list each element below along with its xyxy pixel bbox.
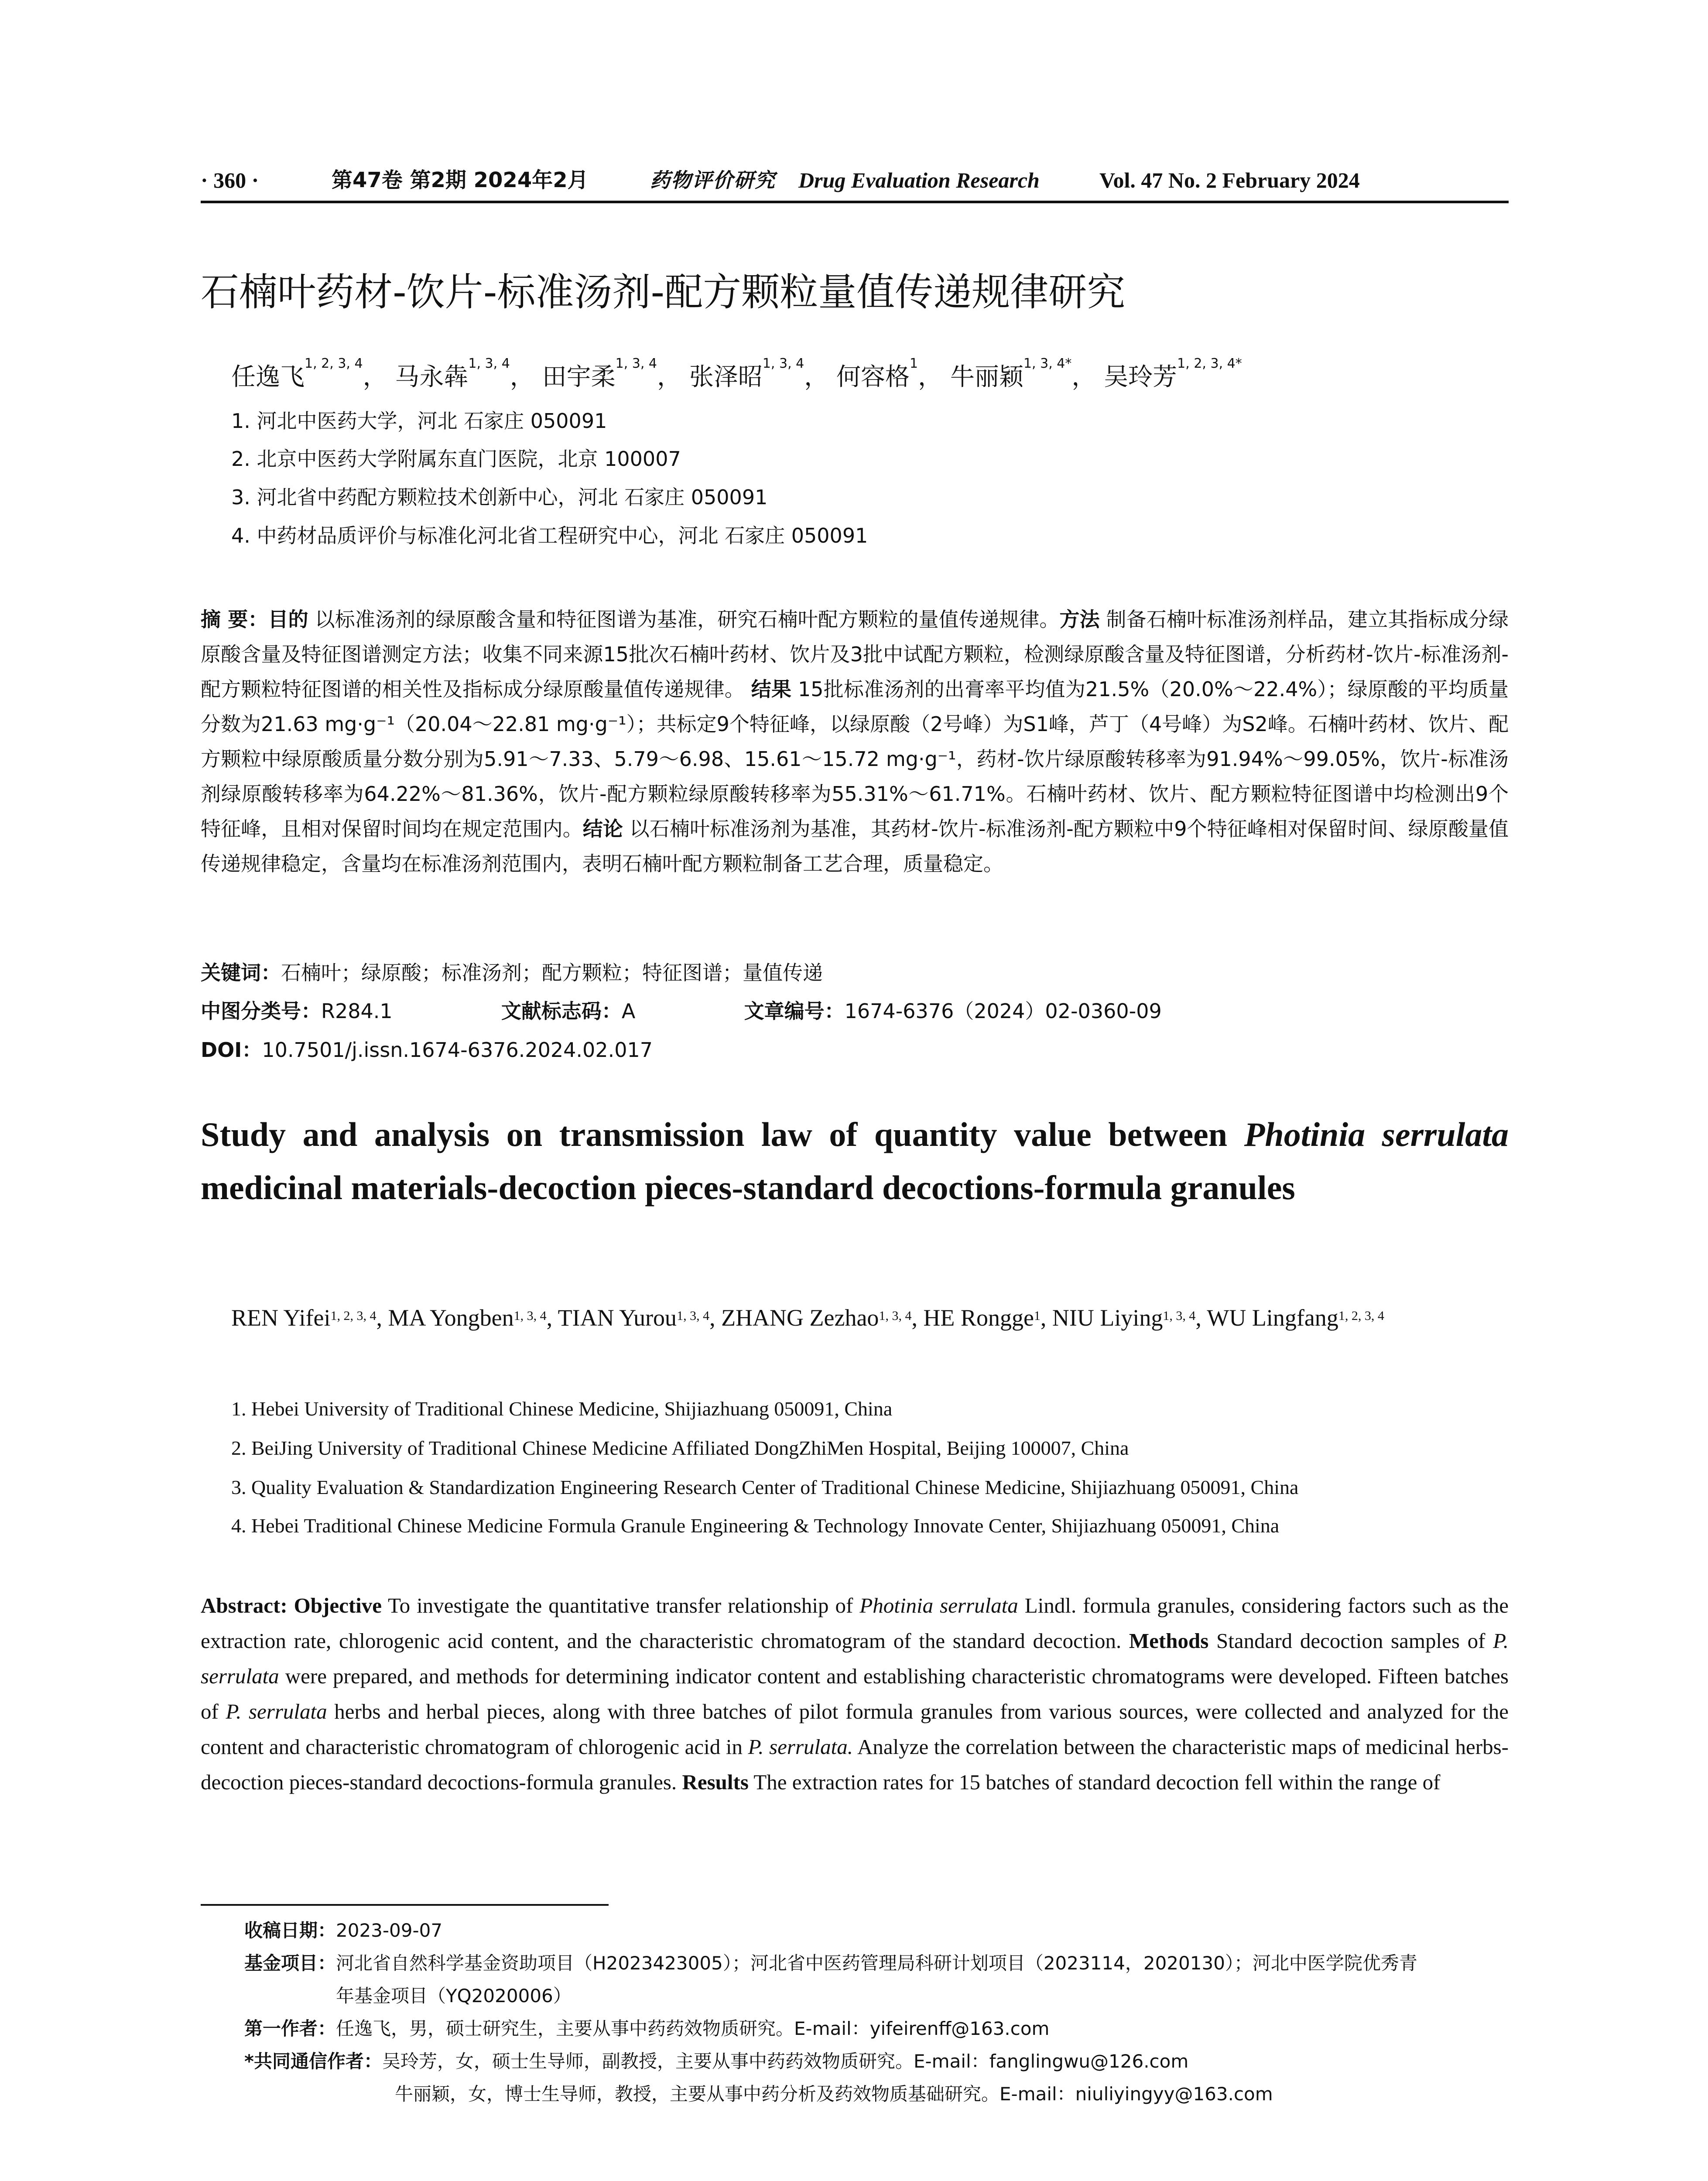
journal-name-en: Drug Evaluation Research [798,168,1040,192]
author-cn: 田宇柔 [542,363,616,391]
methods-en-a: Standard decoction samples of [1208,1629,1493,1653]
results-label-en: Results [682,1770,749,1794]
authors-en: REN Yifei$^{1, 2, 3, 4}$, MA Yongben$^{1, 3, 4}$, TIAN Yurou$^{1, 3, 4}$, ZHANG Zezhao$^{1, 3, 4}$, HE Rongge$^1$, NIU Liying$^{1, 3, 4}$, WU Lingfang$^{1, 2, 3, 4}$ [231,1305,1384,1331]
footnote-rule [201,1904,609,1906]
objective-cn: 以标准汤剂的绿原酸含量和特征图谱为基准，研究石楠叶配方颗粒的量值传递规律。 [315,608,1060,631]
author-sup: 1 [910,356,918,371]
running-header [201,165,1509,200]
author-en: ZHANG Zezhao [721,1305,879,1331]
methods-en-species-2: P. serrulata [226,1699,327,1723]
fund-line1: 河北省自然科学基金资助项目（H2023423005）；河北省中医药管理局科研计划项目（2023114，2020130）；河北中医学院优秀青 [336,1952,1417,1974]
title-en [201,1108,1509,1214]
abstract-cn-label: 摘 要： [201,608,268,631]
footnote-fund-cont: 年基金项目（YQ2020006） [336,1985,572,2007]
methods-cn: 制备石楠叶标准汤剂样品，建立其指标成分绿原酸含量及特征图谱测定方法；收集不同来源15批次石楠叶药材、饮片及3批中试配方颗粒，检测绿原酸含量及特征图谱，分析药材-饮片-标准汤剂-配方颗粒特征图谱的相关性及指标成分绿原酸量值传递规律。 [201,608,1509,701]
keywords-value: 石楠叶；绿原酸；标准汤剂；配方颗粒；特征图谱；量值传递 [281,961,823,985]
author-sup: 1, 3, 4 [762,356,804,371]
methods-en-c: herbs and herbal pieces, along with three batches of pilot formula granules from various sources, were collected and analyzed for the content and characteristic chromatogram of chlorogenic acid in [201,1699,1509,1759]
footnote-corresponding-cont: 牛丽颖，女，博士生导师，教授，主要从事中药分析及药效物质基础研究。E-mail：niuliyingyy@163.com [395,2083,1273,2105]
author-en: HE Rongge [923,1305,1034,1331]
issue-info-cn: 第47卷 第2期 2024年2月 [332,168,589,192]
corresponding-label: *共同通信作者： [244,2051,382,2072]
footnote-first-author [244,2015,1049,2042]
received-label: 收稿日期： [244,1920,336,1941]
author-sup: 1, 3, 4 [879,1309,912,1323]
objective-label-cn: 目的 [268,608,308,631]
clc-value: R284.1 [321,999,393,1023]
doi-line [201,1037,653,1063]
author-sup: 1, 3, 4* [1023,356,1072,371]
page-number: · 360 · [201,168,259,192]
received-date: 2023-09-07 [336,1920,443,1941]
author-en: TIAN Yurou [558,1305,677,1331]
objective-en-b: Lindl. formula granules, considering factors such as the extraction rate, chlorogenic acid content, and the characteristic chromatogram of the standard decoction. [201,1593,1509,1653]
author-en: NIU Liying [1052,1305,1163,1331]
methods-label-en: Methods [1129,1629,1209,1653]
doc-code-value: A [621,999,636,1023]
title-cn: 石楠叶药材-饮片-标准汤剂-配方颗粒量值传递规律研究 [201,270,1126,315]
journal-logo: 药物评价研究 [650,168,776,192]
affiliation-cn-1: 1. 河北中医药大学，河北 石家庄 050091 [231,409,607,433]
author-sup: 1, 3, 4 [513,1309,547,1323]
title-en-part2: medicinal materials-decoction pieces-standard decoctions-formula granules [201,1169,1295,1207]
author-sup: 1, 3, 4 [1163,1309,1196,1323]
affiliation-en-4: 4. Hebei Traditional Chinese Medicine Formula Granule Engineering & Technology Innovate Center, Shijiazhuang 050091, China [231,1514,1280,1537]
footnote-fund [244,1950,1509,1977]
objective-en-a: To investigate the quantitative transfer relationship of [382,1593,860,1617]
author-sup: 1 [1034,1309,1041,1323]
objective-label-en: Objective [294,1593,382,1617]
article-no-value: 1674-6376（2024）02-0360-09 [844,999,1162,1023]
affiliation-en-1: 1. Hebei University of Traditional Chinese Medicine, Shijiazhuang 050091, China [231,1398,893,1420]
author-sup: 1, 3, 4 [615,356,657,371]
methods-en-species-1: P. serrulata [201,1629,1509,1688]
methods-label-cn: 方法 [1059,608,1100,631]
affiliation-en-3: 3. Quality Evaluation & Standardization Engineering Research Center of Traditional Chinese Medicine, Shijiazhuang 050091, China [231,1476,1299,1498]
author-cn: 张泽昭 [689,363,763,391]
first-author-value: 任逸飞，男，硕士研究生，主要从事中药药效物质研究。E-mail：yifeirenff@163.com [336,2018,1050,2039]
article-no-label: 文章编号： [744,999,845,1023]
corresponding-line1: 吴玲芳，女，硕士生导师，副教授，主要从事中药药效物质研究。E-mail：fanglingwu@126.com [382,2051,1189,2072]
author-sup: 1, 2, 3, 4* [1177,356,1242,371]
results-cn: 15批标准汤剂的出膏率平均值为21.5%（20.0%～22.4%）；绿原酸的平均质量分数为21.63 mg·g⁻¹（20.04～22.81 mg·g⁻¹）；共标定9个特征峰，以绿原酸（2号峰）为S1峰，芦丁（4号峰）为S2峰。石楠叶药材、饮片、配方颗粒中绿原酸质量分数分别为5.91～7.33、5.79～6.98、15.61～15.72 mg·g⁻¹，药材-饮片绿原酸转移率为91.94%～99.05%，饮片-标准汤剂绿原酸转移率为64.22%～81.36%，饮片-配方颗粒绿原酸转移率为55.31%～61.71%。石楠叶药材、饮片、配方颗粒特征图谱中均检测出9个特征峰，且相对保留时间均在规定范围内。 [201,677,1509,841]
title-en-species: Photinia serrulata [1244,1115,1509,1153]
title-en-part1: Study and analysis on transmission law of quantity value between [201,1115,1244,1153]
author-sup: 1, 3, 4 [677,1309,710,1323]
first-author-label: 第一作者： [244,2018,336,2039]
author-en: MA Yongben [388,1305,514,1331]
clc-label: 中图分类号： [201,999,321,1023]
doi-label: DOI： [201,1038,262,1062]
conclusion-cn: 以石楠叶标准汤剂为基准，其药材-饮片-标准汤剂-配方颗粒中9个特征峰相对保留时间、绿原酸量值传递规律稳定，含量均在标准汤剂范围内，表明石楠叶配方颗粒制备工艺合理，质量稳定。 [201,817,1509,875]
affiliation-cn-3: 3. 河北省中药配方颗粒技术创新中心，河北 石家庄 050091 [231,485,768,509]
fund-label: 基金项目： [244,1952,336,1974]
conclusion-label-cn: 结论 [582,817,623,841]
doc-code-label: 文献标志码： [501,999,622,1023]
author-cn: 任逸飞 [231,363,305,391]
results-label-cn: 结果 [751,677,792,701]
affiliation-en-2: 2. BeiJing University of Traditional Chinese Medicine Affiliated DongZhiMen Hospital, Beijing 100007, China [231,1437,1129,1459]
methods-en-b: were prepared, and methods for determining indicator content and establishing characteristic chromatograms were developed. Fifteen batches of [201,1664,1509,1723]
methods-en-d: Analyze the correlation between the characteristic maps of medicinal herbs-decoction pieces-standard decoctions-formula granules. [201,1735,1509,1794]
affiliation-cn-4: 4. 中药材品质评价与标准化河北省工程研究中心，河北 石家庄 050091 [231,524,868,547]
authors-cn: 任逸飞$^{1, 2, 3, 4}$， 马永犇$^{1, 3, 4}$， 田宇柔$^{1, 3, 4}$， 张泽昭$^{1, 3, 4}$， 何容格$^1$， 牛丽颖$^{1, 3, 4*}$， 吴玲芳$^{1, 2, 3, 4*}$ [231,356,1242,391]
objective-en-species: Photinia serrulata [859,1593,1018,1617]
footnote-corresponding [244,2048,1188,2075]
abstract-en [201,1588,1509,1800]
author-sup: 1, 2, 3, 4 [305,356,363,371]
author-sup: 1, 2, 3, 4 [1338,1309,1384,1323]
author-cn: 马永犇 [395,363,469,391]
abstract-en-label: Abstract: [201,1593,288,1617]
abstract-cn [201,602,1509,881]
classification-line [201,998,1162,1024]
header-rule [201,201,1509,203]
author-en: WU Lingfang [1207,1305,1338,1331]
footnote-received [244,1917,442,1944]
author-en: REN Yifei [231,1305,331,1331]
author-cn: 吴玲芳 [1104,363,1177,391]
keywords-cn [201,960,823,986]
author-cn: 何容格 [836,363,910,391]
keywords-label: 关键词： [201,961,281,985]
author-sup: 1, 2, 3, 4 [330,1309,377,1323]
author-cn: 牛丽颖 [950,363,1023,391]
issue-info-en: Vol. 47 No. 2 February 2024 [1099,168,1360,192]
doi-value: 10.7501/j.issn.1674-6376.2024.02.017 [262,1038,653,1062]
results-en-a: The extraction rates for 15 batches of standard decoction fell within the range of [748,1770,1441,1794]
author-sup: 1, 3, 4 [468,356,510,371]
affiliation-cn-2: 2. 北京中医药大学附属东直门医院，北京 100007 [231,447,681,471]
methods-en-species-3: P. serrulata. [748,1735,853,1759]
